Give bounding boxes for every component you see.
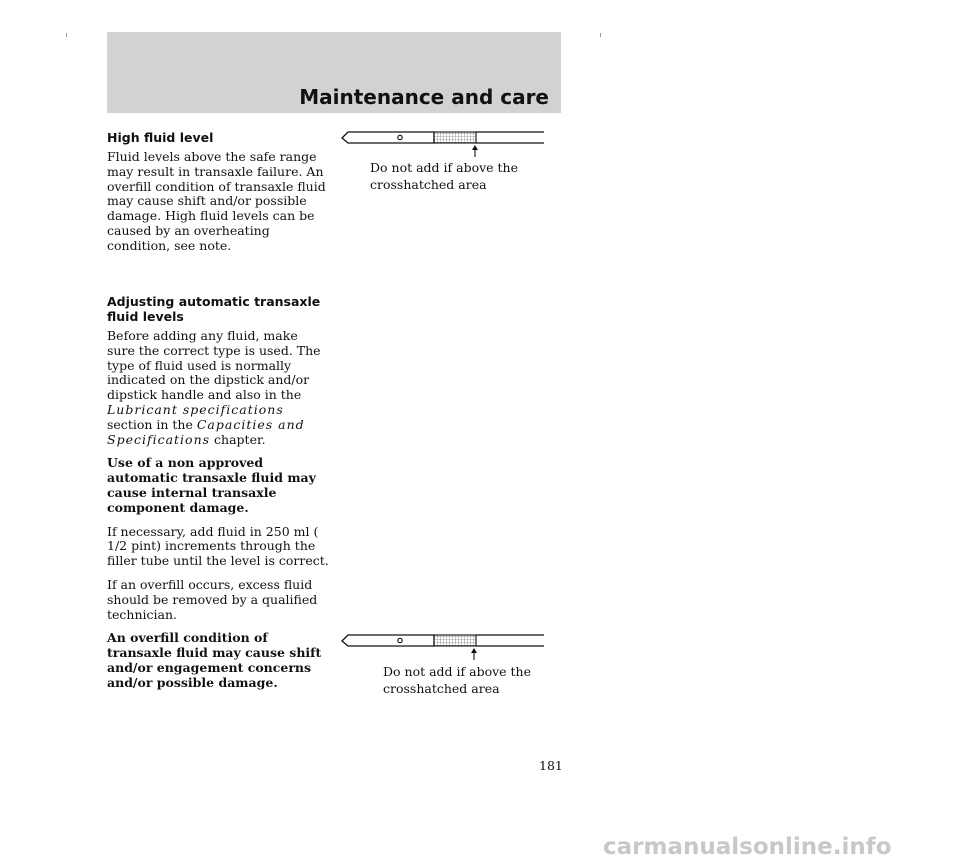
watermark: carmanualsonline.info [603,834,892,860]
capacities-specifications-ref: Capacities and Specifications [107,416,305,447]
caption-bottom-line-2: crosshatched area [383,681,500,696]
adjusting-text-b: section in the [107,416,197,432]
caption-bottom [383,663,531,697]
high-fluid-heading: High fluid level [107,130,214,145]
header-band [107,32,561,113]
crop-mark-left [66,33,67,37]
dipstick-illustration-top [338,124,548,158]
adjusting-paragraph-1 [107,329,329,447]
high-fluid-section [107,130,329,263]
page-number: 181 [539,758,563,773]
adjusting-text-c: chapter. [210,431,266,447]
crop-mark-right [600,33,601,37]
adjusting-heading: Adjusting automatic transaxle fluid levels [107,294,321,324]
dipstick-illustration-bottom [338,627,548,661]
caption-top-line-1: Do not add if above the [370,160,519,175]
adjusting-section [107,294,329,700]
add-fluid-instructions: If necessary, add fluid in 250 ml ( 1/2 pint) increments through the filler tube until the level is correct. [107,523,329,569]
warning-non-approved-fluid: Use of a non approved automatic transaxle fluid may cause internal transaxle component damage. [107,455,316,515]
page-title: Maintenance and care [299,85,549,109]
lubricant-specifications-ref: Lubricant specifications [107,401,284,417]
adjusting-text-a: Before adding any fluid, make sure the correct type is used. The type of fluid used is normally indicated on the dipstick and/or dipstick handle and also in the [107,328,321,403]
high-fluid-body: Fluid levels above the safe range may result in transaxle failure. An overfill condition of transaxle fluid may cause shift and/or possible damage. High fluid levels can be caused by an overheating condition, see note. [107,149,326,253]
caption-top-line-2: crosshatched area [370,177,487,192]
caption-top [370,159,518,193]
caption-bottom-line-1: Do not add if above the [383,664,532,679]
warning-overfill: An overfill condition of transaxle fluid may cause shift and/or engagement concerns and/or possible damage. [107,630,322,690]
overfill-instructions: If an overfill occurs, excess fluid should be removed by a qualified technician. [107,576,318,622]
